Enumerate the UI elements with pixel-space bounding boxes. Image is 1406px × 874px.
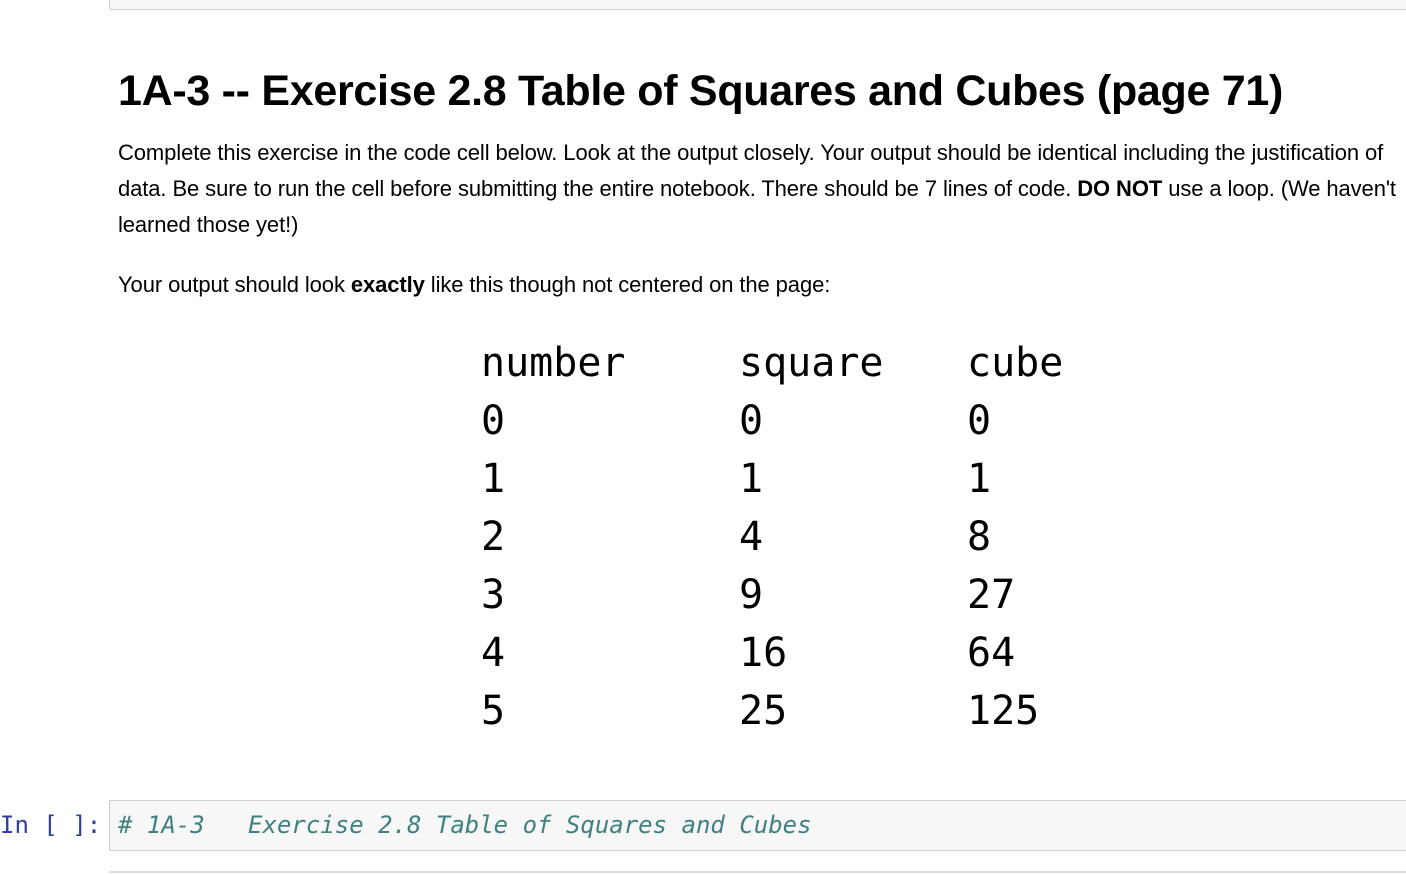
code-cell-editor[interactable] [109,800,1406,851]
exercise-heading: 1A-3 -- Exercise 2.8 Table of Squares and Cubes (page 71) [118,67,1284,115]
table-row [481,508,1097,566]
table-header-row [481,335,1097,392]
header-cube: cube [967,340,1064,386]
cell-number: 0 [481,398,506,444]
cell-cube: 64 [967,630,1016,676]
instructions-text-start: Complete this exercise in the code cell below. Look at the output closely. Your output should be identical including the justification of data. Be sure to run the cell before submitting the entire notebook. There should be 7 lines of code. [118,140,1384,201]
cell-cube: 1 [967,456,992,502]
cell-square: 16 [739,630,788,676]
code-comment-line[interactable]: # 1A-3 Exercise 2.8 Table of Squares and Cubes [118,811,812,839]
previous-cell[interactable] [109,0,1406,10]
next-cell-divider [109,871,1406,873]
header-number: number [481,340,626,386]
table-row [481,566,1097,624]
output-note-paragraph [118,267,1403,303]
cell-square: 0 [739,398,764,444]
header-square: square [739,340,884,386]
cell-square: 9 [739,572,764,618]
cell-square: 1 [739,456,764,502]
cell-number: 3 [481,572,506,618]
table-row [481,450,1097,508]
cell-square: 4 [739,514,764,560]
markdown-cell[interactable] [118,62,1403,303]
cell-square: 25 [739,688,788,734]
output-note-bold-exactly: exactly [350,272,425,297]
cell-cube: 27 [967,572,1016,618]
cell-cube: 0 [967,398,992,444]
cell-cube: 125 [967,688,1040,734]
cell-number: 4 [481,630,506,676]
table-row [481,392,1097,450]
cell-number: 2 [481,514,506,560]
output-note-text-end: like this though not centered on the page: [424,272,831,297]
table-row [481,624,1097,682]
instructions-text-end: use a loop. (We haven't learned those yet!) [118,176,1396,237]
instructions-bold-do-not: DO NOT [1077,176,1163,201]
table-row [481,682,1097,740]
sample-output-table [481,335,1097,740]
cell-number: 1 [481,456,506,502]
input-prompt: In [ ]: [0,811,102,839]
instructions-paragraph [118,135,1403,243]
output-note-text-start: Your output should look [118,272,351,297]
cell-cube: 8 [967,514,992,560]
cell-number: 5 [481,688,506,734]
